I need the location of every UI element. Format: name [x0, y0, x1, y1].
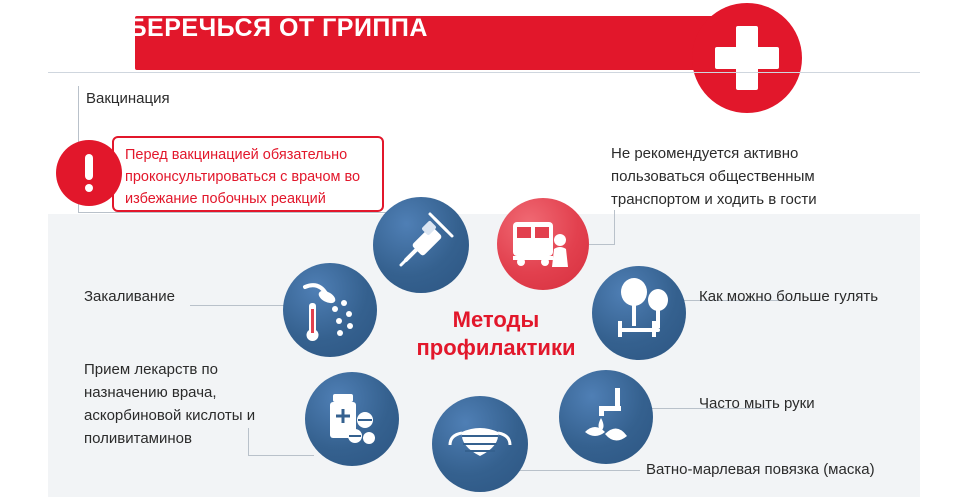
exclamation-icon: [56, 140, 122, 206]
center-title-line1: Методы: [452, 307, 540, 332]
caption-transport: Не рекомендуется активно пользоваться общественным транспортом и ходить в гости: [611, 145, 817, 208]
vaccination-warning-text: Перед вакцинацией обязательно проконсультироваться с врачом во избежание побочных реакций: [125, 147, 361, 207]
connector-mask: [520, 470, 640, 471]
header-divider: [48, 72, 920, 73]
caption-walking: Как можно больше гулять: [699, 288, 879, 305]
faucet-hands-icon[interactable]: [559, 370, 653, 464]
caption-handwash: Часто мыть руки: [699, 395, 815, 412]
shower-thermometer-icon[interactable]: [283, 263, 377, 357]
vaccination-label: Вакцинация: [86, 90, 170, 107]
caption-mask: Ватно-марлевая повязка (маска): [646, 461, 875, 478]
page-title: КАК УБЕРЕЧЬСЯ ОТ ГРИППА: [55, 14, 428, 42]
trees-bench-icon[interactable]: [592, 266, 686, 360]
caption-medicines: Прием лекарств по назначению врача, аскорбиновой кислоты и поливитаминов: [84, 361, 256, 447]
pill-bottle-icon[interactable]: [305, 372, 399, 466]
center-title: [386, 306, 606, 362]
syringe-icon[interactable]: [373, 197, 469, 293]
face-mask-icon[interactable]: [432, 396, 528, 492]
red-cross-icon: [692, 3, 802, 113]
connector-transport: [589, 244, 615, 245]
connector-transport-vert: [614, 210, 615, 245]
caption-hardening: Закаливание: [84, 288, 175, 305]
bus-icon[interactable]: [497, 198, 589, 290]
center-title-line2: профилактики: [416, 335, 576, 360]
